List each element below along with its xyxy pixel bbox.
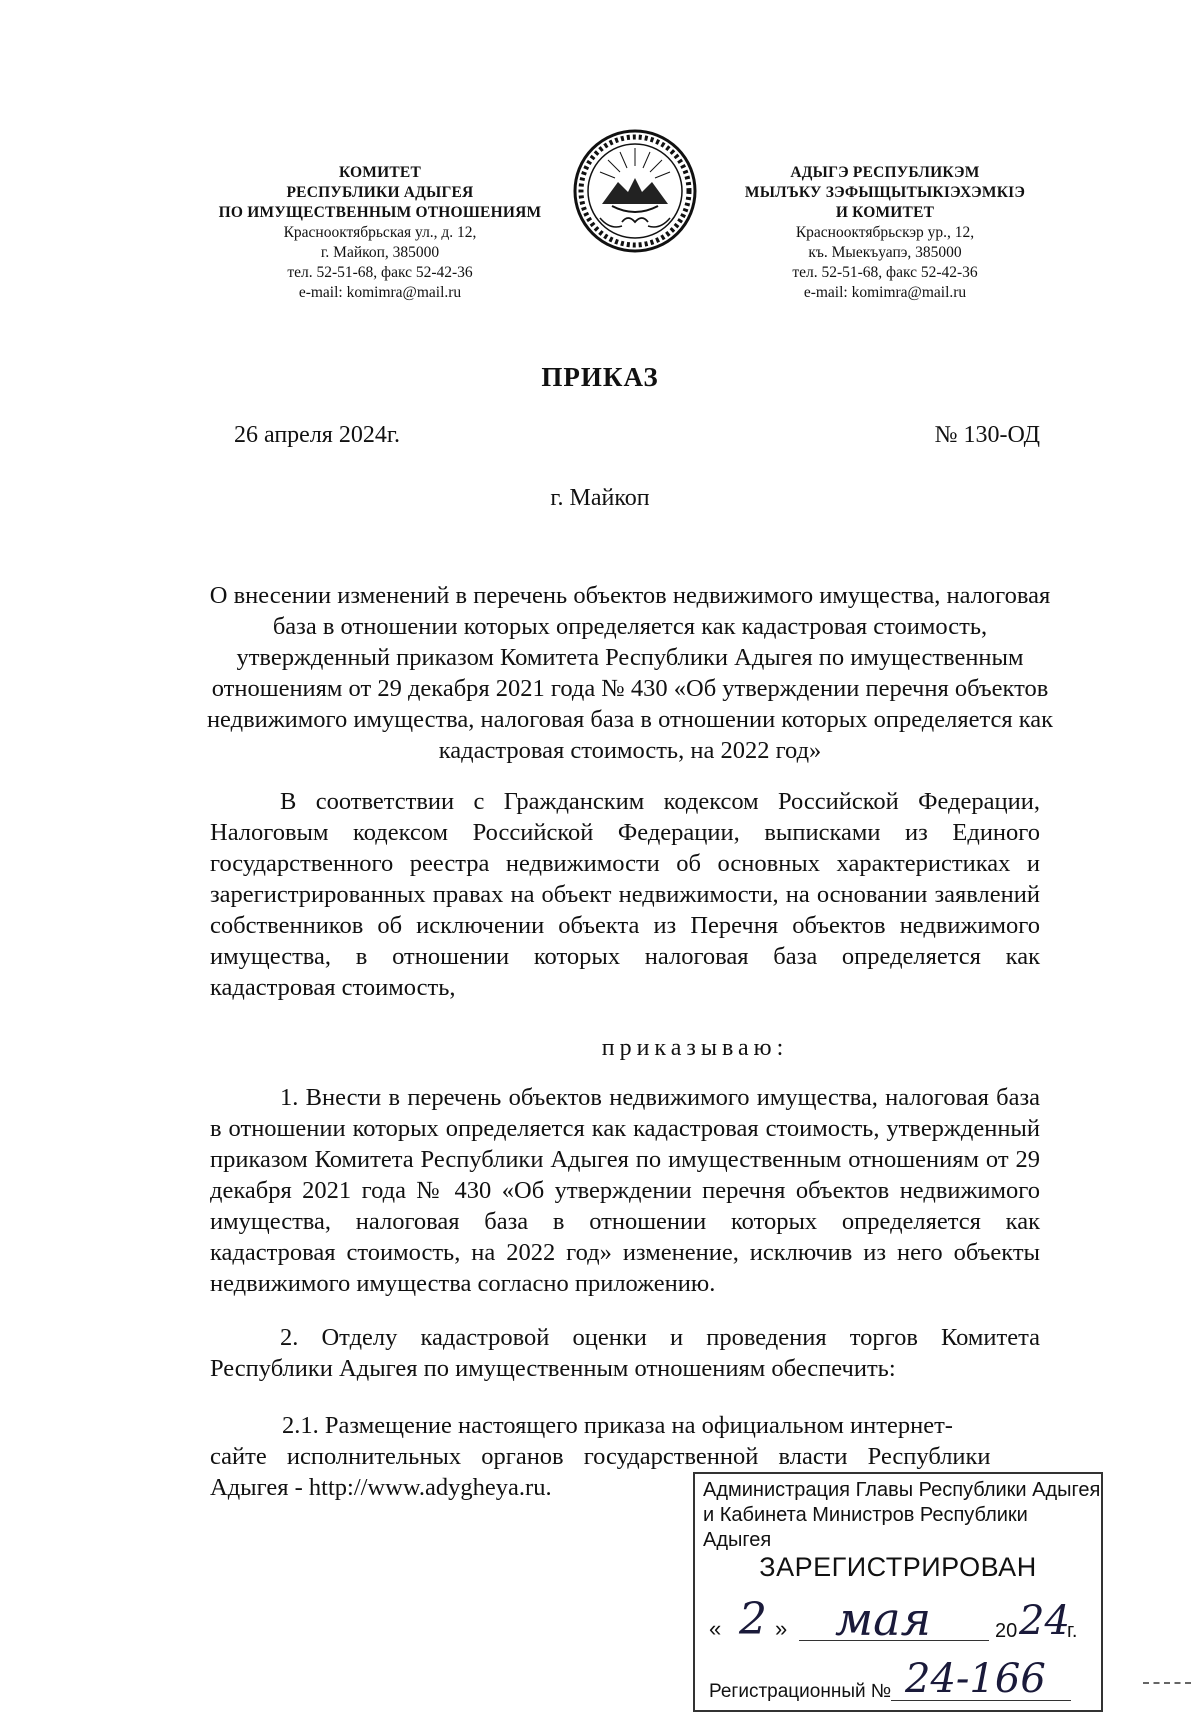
header-right	[700, 163, 1070, 303]
registration-stamp	[693, 1472, 1103, 1712]
stamp-day: 2	[739, 1594, 767, 1645]
org-name-ru-1: КОМИТЕТ	[338, 164, 421, 181]
email-ady: e-mail: komimra@mail.ru	[803, 284, 967, 301]
org-name-ady-2: МЫЛЪКУ ЗЭФЫЩЫТЫКIЭХЭМКIЭ	[744, 184, 1026, 201]
stamp-org-line2: и Кабинета Министров Республики Адыгея	[703, 1504, 1028, 1551]
document-city: г. Майкоп	[550, 485, 650, 511]
order-item-2: 2. Отделу кадастровой оценки и проведения торгов Комитета Республики Адыгея по имущественным отношениям обеспечить:	[210, 1324, 1040, 1382]
address-ady-2: къ. Мыекъуапэ, 385000	[808, 244, 962, 261]
stamp-year-suffix: 24	[1019, 1598, 1070, 1644]
order-word: приказываю:	[601, 1035, 789, 1061]
header-left	[190, 163, 570, 303]
org-name-ady-3: И КОМИТЕТ	[835, 204, 935, 221]
stamp-month: мая	[835, 1592, 932, 1646]
scan-mark	[1143, 1682, 1191, 1684]
stamp-year-prefix: 20	[995, 1620, 1018, 1642]
address-ru-2: г. Майкоп, 385000	[320, 244, 440, 261]
document-subject: О внесении изменений в перечень объектов недвижимого имущества, налоговая база в отношении которых определяется как кадастровая стоимость, утвержденный приказом Комитета Республики Адыгея по имущественным отношениям от 29 декабря 2021 года № 430 «Об утверждении перечня объектов недвижимого имущества, налоговая база в отношении которых определяется как кадастровая стоимость, на 2022 год»	[206, 582, 1054, 764]
org-name-ru-2: РЕСПУБЛИКИ АДЫГЕЯ	[286, 184, 474, 201]
stamp-year-tail: г.	[1067, 1620, 1078, 1642]
stamp-org-line1: Администрация Главы Республики Адыгея	[703, 1479, 1101, 1501]
stamp-date-underline	[799, 1640, 989, 1641]
address-ru-1: Краснооктябрьская ул., д. 12,	[283, 224, 477, 241]
phone-ru: тел. 52-51-68, факс 52-42-36	[287, 264, 473, 281]
stamp-quote-close: »	[775, 1616, 788, 1641]
email-ru: e-mail: komimra@mail.ru	[298, 284, 462, 301]
document-title: ПРИКАЗ	[541, 362, 659, 392]
phone-ady: тел. 52-51-68, факс 52-42-36	[792, 264, 978, 281]
address-ady-1: Краснооктябрьскэр ур., 12,	[795, 224, 975, 241]
stamp-reg-label: Регистрационный №	[709, 1681, 892, 1702]
stamp-title: ЗАРЕГИСТРИРОВАН	[759, 1552, 1037, 1582]
org-name-ru-3: ПО ИМУЩЕСТВЕННЫМ ОТНОШЕНИЯМ	[218, 204, 542, 221]
document-preamble: В соответствии с Гражданским кодексом Российской Федерации, Налоговым кодексом Российской Федерации, выписками из Единого государственного реестра недвижимости об основных характеристиках и зарегистрированных правах на объект недвижимости, на основании заявлений собственников об исключении объекта из Перечня объектов недвижимого имущества, в отношении которых налоговая база определяется как кадастровая стоимость,	[210, 788, 1040, 1001]
stamp-reg-underline	[891, 1700, 1071, 1701]
order-item-2-1-line1: 2.1. Размещение настоящего приказа на официальном интернет-	[282, 1412, 953, 1439]
order-item-2-1-line3: Адыгея - http://www.adygheya.ru.	[210, 1474, 552, 1501]
stamp-reg-number: 24-166	[905, 1656, 1046, 1702]
org-name-ady-1: АДЫГЭ РЕСПУБЛИКЭМ	[790, 164, 980, 181]
order-item-2-1-line2: сайте исполнительных органов государственной власти Республики	[210, 1443, 991, 1470]
order-item-1: 1. Внести в перечень объектов недвижимого имущества, налоговая база в отношении которых определяется как кадастровая стоимость, утвержденный приказом Комитета Республики Адыгея по имущественным отношениям от 29 декабря 2021 года № 430 «Об утверждении перечня объектов недвижимого имущества, налоговая база в отношении которых определяется как кадастровая стоимость, на 2022 год» изменение, исключив из него объекты недвижимого имущества согласно приложению.	[210, 1084, 1040, 1297]
stamp-quote-open: «	[709, 1616, 722, 1641]
coat-of-arms-icon	[570, 126, 700, 256]
document-date: 26 апреля 2024г.	[234, 422, 400, 448]
document-number: № 130-ОД	[934, 422, 1040, 448]
